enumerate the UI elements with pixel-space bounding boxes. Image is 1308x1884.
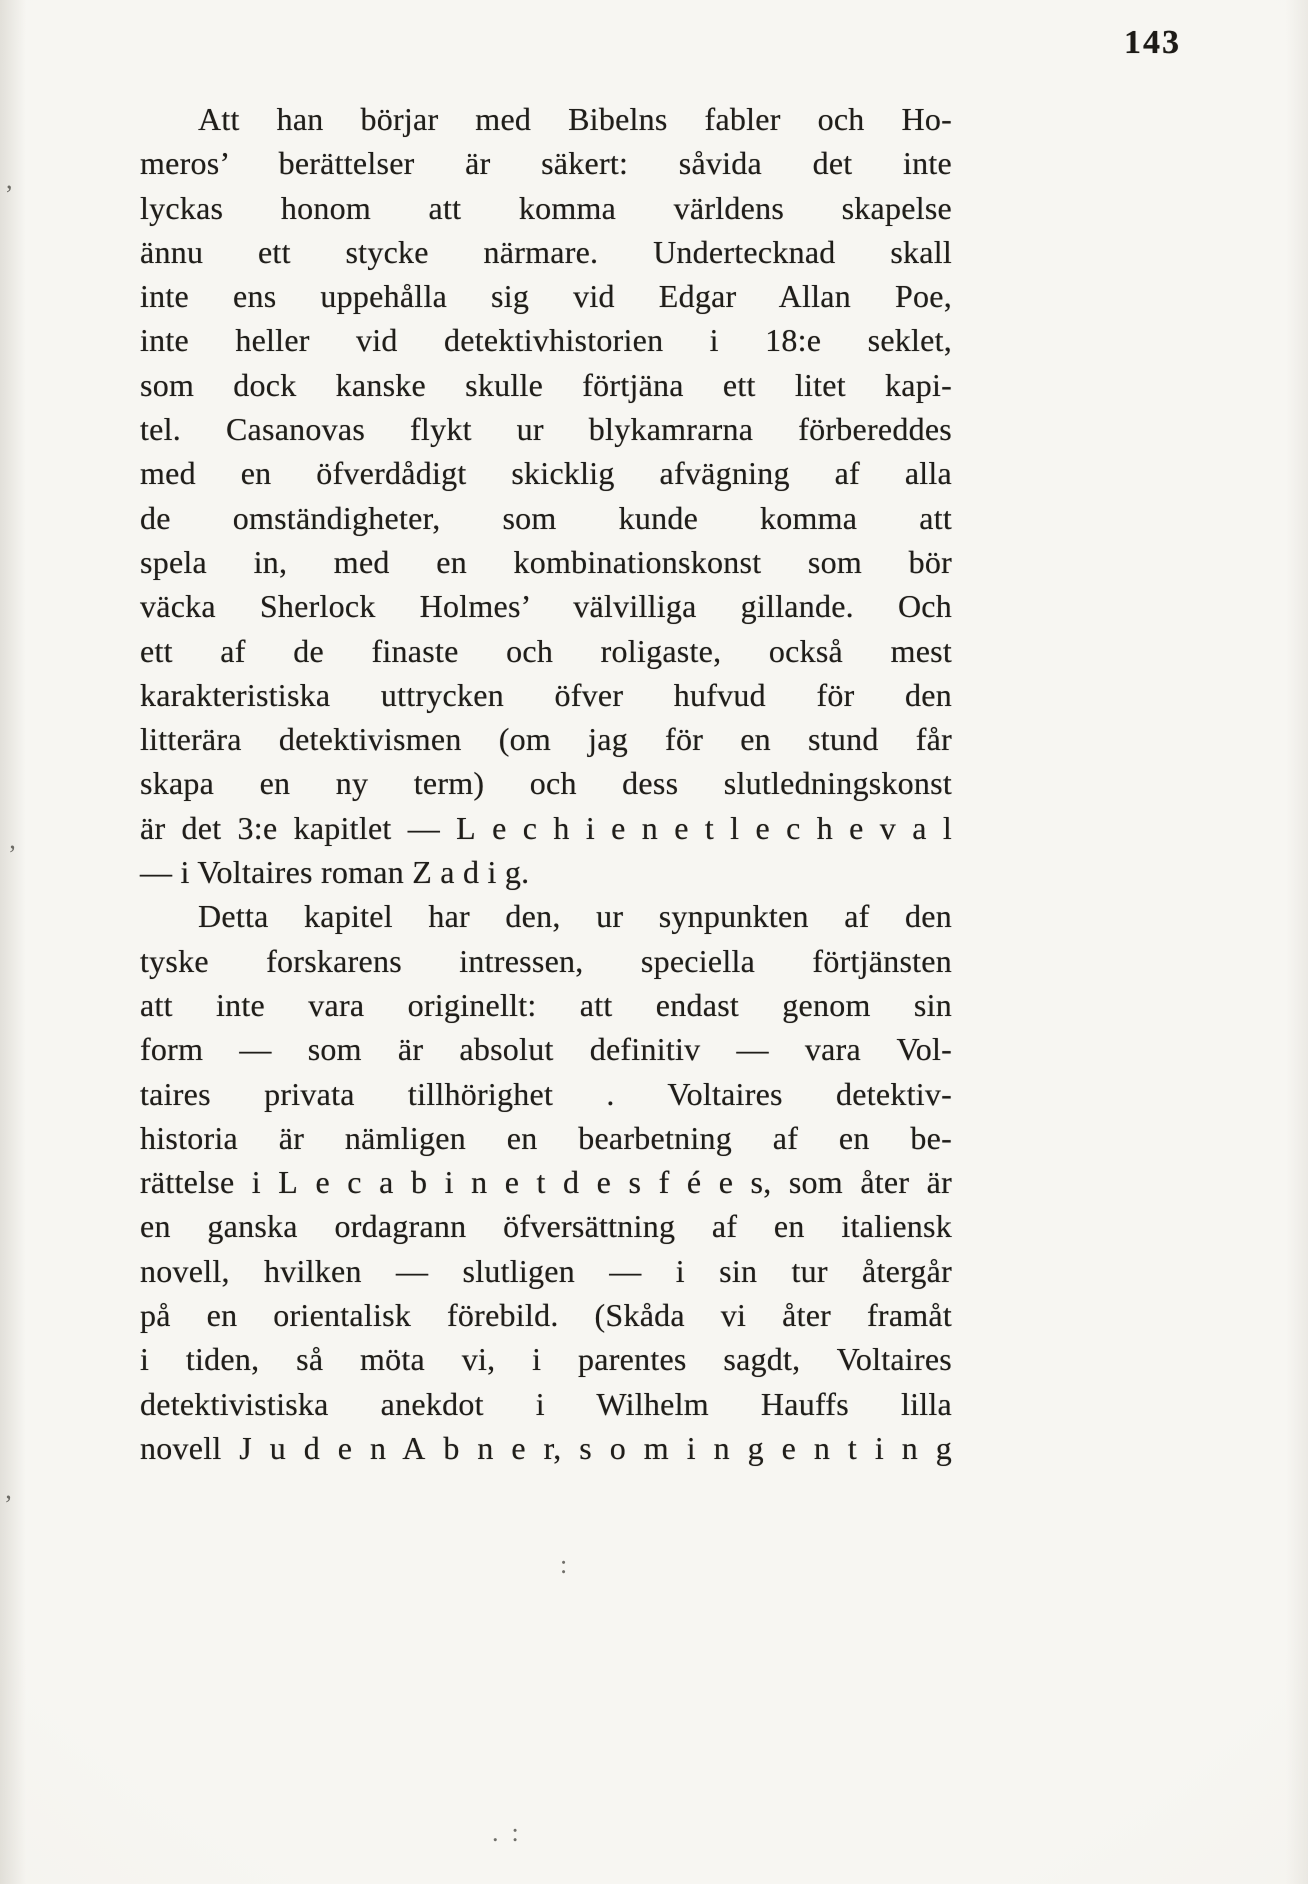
scan-artifact: ’ bbox=[4, 1490, 13, 1519]
text-line: tyske forskarens intressen, speciella förtjänsten bbox=[140, 942, 952, 979]
text-line: skapa en ny term) och dess slutledningskonst bbox=[140, 765, 952, 802]
text-line: novell J u d e n A b n e r, s o m i n g e n t i n g bbox=[140, 1429, 952, 1466]
scan-artifact: : bbox=[560, 1550, 568, 1579]
text-line: meros’ berättelser är säkert: såvida det inte bbox=[140, 145, 952, 182]
text-line: som dock kanske skulle förtjäna ett litet kapi- bbox=[140, 366, 952, 403]
text-line: att inte vara originellt: att endast genom sin bbox=[140, 986, 952, 1023]
text-line: de omständigheter, som kunde komma att bbox=[140, 499, 952, 536]
text-line: med en öfverdådigt skicklig afvägning af alla bbox=[140, 455, 952, 492]
scan-artifact: , bbox=[6, 165, 13, 194]
text-line: ännu ett stycke närmare. Undertecknad skall bbox=[140, 233, 952, 270]
text-line: litterära detektivismen (om jag för en stund får bbox=[140, 721, 952, 758]
text-line: Att han börjar med Bibelns fabler och Ho- bbox=[198, 101, 952, 137]
scan-artifact: . : bbox=[492, 1818, 519, 1847]
text-line: taires privata tillhörighet . Voltaires detektiv- bbox=[140, 1075, 952, 1112]
text-line: novell, hvilken — slutligen — i sin tur återgår bbox=[140, 1252, 952, 1289]
text-line: Detta kapitel har den, ur synpunkten af den bbox=[198, 898, 952, 935]
text-line: spela in, med en kombinationskonst som bör bbox=[140, 543, 952, 580]
paragraph bbox=[140, 894, 952, 1470]
scan-artifact: ’ bbox=[8, 840, 17, 869]
text-line: form — som är absolut definitiv — vara Vol- bbox=[140, 1031, 952, 1068]
text-line: ett af de finaste och roligaste, också mest bbox=[140, 632, 952, 669]
text-line: rättelse i L e c a b i n e t d e s f é e s, som åter är bbox=[140, 1164, 952, 1201]
text-line: karakteristiska uttrycken öfver hufvud för den bbox=[140, 676, 952, 713]
page-number: 143 bbox=[1124, 24, 1181, 61]
text-line: — i Voltaires roman Z a d i g. bbox=[140, 854, 530, 891]
text-block bbox=[140, 97, 952, 1470]
text-line: väcka Sherlock Holmes’ välvilliga gillande. Och bbox=[140, 588, 952, 625]
text-line: är det 3:e kapitlet — L e c h i e n e t l e c h e v a l bbox=[140, 809, 952, 846]
paragraph bbox=[140, 97, 952, 894]
text-line: tel. Casanovas flykt ur blykamrarna förbereddes bbox=[140, 411, 952, 448]
text-line: historia är nämligen en bearbetning af en be- bbox=[140, 1119, 952, 1156]
text-line: en ganska ordagrann öfversättning af en italiensk bbox=[140, 1208, 952, 1245]
text-line: inte heller vid detektivhistorien i 18:e seklet, bbox=[140, 322, 952, 359]
text-line: i tiden, så möta vi, i parentes sagdt, Voltaires bbox=[140, 1341, 952, 1378]
text-line: detektivistiska anekdot i Wilhelm Hauffs lilla bbox=[140, 1385, 952, 1422]
text-line: inte ens uppehålla sig vid Edgar Allan Poe, bbox=[140, 278, 952, 315]
text-line: lyckas honom att komma världens skapelse bbox=[140, 189, 952, 226]
text-line: på en orientalisk förebild. (Skåda vi åter framåt bbox=[140, 1297, 952, 1334]
